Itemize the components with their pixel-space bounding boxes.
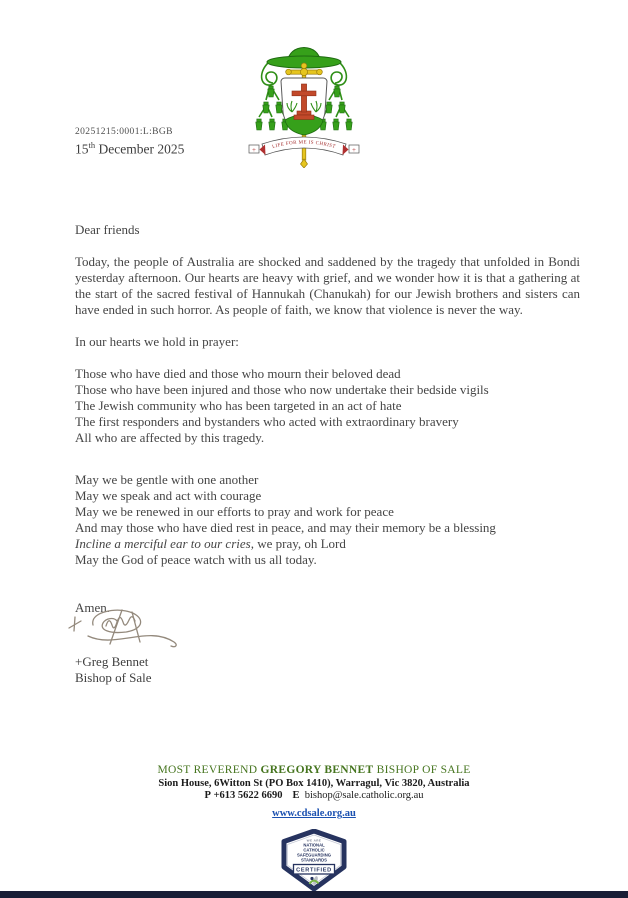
footer-website-line bbox=[0, 803, 628, 821]
badge-line: STANDARDS bbox=[301, 857, 327, 863]
prayer-line: Those who have died and those who mourn their beloved dead bbox=[75, 366, 401, 381]
prayer-list bbox=[75, 366, 580, 446]
signatory-name: +Greg Bennet bbox=[75, 654, 149, 669]
blessing-line-italic bbox=[75, 536, 580, 552]
footer-title-pre: MOST REVEREND bbox=[157, 764, 261, 776]
safeguarding-certified-badge bbox=[276, 829, 352, 891]
badge-certified-label: CERTIFIED bbox=[296, 867, 332, 874]
prayer-line: Those who have been injured and those who now undertake their bedside vigils bbox=[75, 382, 489, 397]
date-day: 15 bbox=[75, 141, 89, 157]
badge-tagline: WE ARE bbox=[306, 838, 322, 843]
handwritten-signature bbox=[60, 598, 200, 654]
amen: Amen. bbox=[75, 600, 111, 615]
footer-title-post: BISHOP OF SALE bbox=[373, 764, 471, 776]
prayer-line: The first responders and bystanders who acted with extraordinary bravery bbox=[75, 414, 459, 429]
reference-block bbox=[75, 127, 184, 158]
paragraph-bondi: Today, the people of Australia are shocked and saddened by the tragedy that unfolded in Bondi yesterday afternoon. Our hearts are heavy with grief, and we wonder how it is that a gathering at the start of the sacred festival of Hannukah (Chanukah) for our Jewish brothers and sisters can have ended in such horror. As people of faith, we know that violence is never the way. bbox=[75, 254, 580, 317]
blessing-line: May the God of peace watch with us all today. bbox=[75, 552, 317, 567]
badge-line: NATIONAL bbox=[303, 842, 325, 848]
footer-title-line bbox=[0, 764, 628, 776]
footer-contact-line bbox=[0, 790, 628, 801]
prayer-line: The Jewish community who has been targeted in an act of hate bbox=[75, 398, 402, 413]
website-link[interactable]: www.cdsale.org.au bbox=[272, 808, 356, 819]
italic-phrase: Incline a merciful ear to our cries, bbox=[75, 536, 254, 551]
blessing-line: And may those who have died rest in peace, and may their memory be a blessing bbox=[75, 520, 496, 535]
signature-block bbox=[60, 598, 200, 686]
footer-address: Sion House, 6Witton St (PO Box 1410), Warragul, Vic 3820, Australia bbox=[158, 778, 470, 789]
blessing-line: May we be gentle with one another bbox=[75, 472, 259, 487]
badge-line: CATHOLIC bbox=[303, 847, 325, 853]
letterhead-footer bbox=[0, 764, 628, 821]
bishop-coat-of-arms bbox=[246, 16, 364, 168]
email-address[interactable]: bishop@sale.catholic.org.au bbox=[304, 790, 424, 801]
signatory-title: Bishop of Sale bbox=[75, 670, 152, 685]
footer-bishop-name: GREGORY BENNET bbox=[260, 764, 374, 776]
blessing-list bbox=[75, 472, 580, 568]
blessing-line: May we be renewed in our efforts to pray and work for peace bbox=[75, 504, 394, 519]
svg-text:+: + bbox=[352, 145, 356, 154]
blessing-line: May we speak and act with courage bbox=[75, 488, 262, 503]
certified-badge-icon bbox=[276, 829, 352, 891]
prayer-line: All who are affected by this tragedy. bbox=[75, 430, 265, 445]
date-rest: December 2025 bbox=[95, 141, 185, 157]
reference-number: 20251215:0001:L:BGB bbox=[75, 127, 173, 137]
coat-of-arms-icon bbox=[246, 16, 364, 168]
email-label: E bbox=[292, 790, 300, 801]
letter-date bbox=[75, 140, 184, 158]
prayer-intro: In our hearts we hold in prayer: bbox=[75, 334, 239, 349]
letter-body bbox=[75, 222, 580, 616]
italic-rest: we pray, oh Lord bbox=[253, 536, 346, 551]
badge-line: SAFEGUARDING bbox=[297, 852, 331, 858]
svg-text:+: + bbox=[252, 145, 256, 154]
bottom-navy-bar bbox=[0, 891, 628, 898]
date-ordinal: th bbox=[88, 140, 96, 150]
crest-motto: LIFE FOR ME IS CHRIST bbox=[271, 140, 337, 151]
phone-label: P bbox=[204, 790, 211, 801]
phone-number: +613 5622 6690 bbox=[213, 790, 283, 801]
salutation: Dear friends bbox=[75, 222, 140, 237]
